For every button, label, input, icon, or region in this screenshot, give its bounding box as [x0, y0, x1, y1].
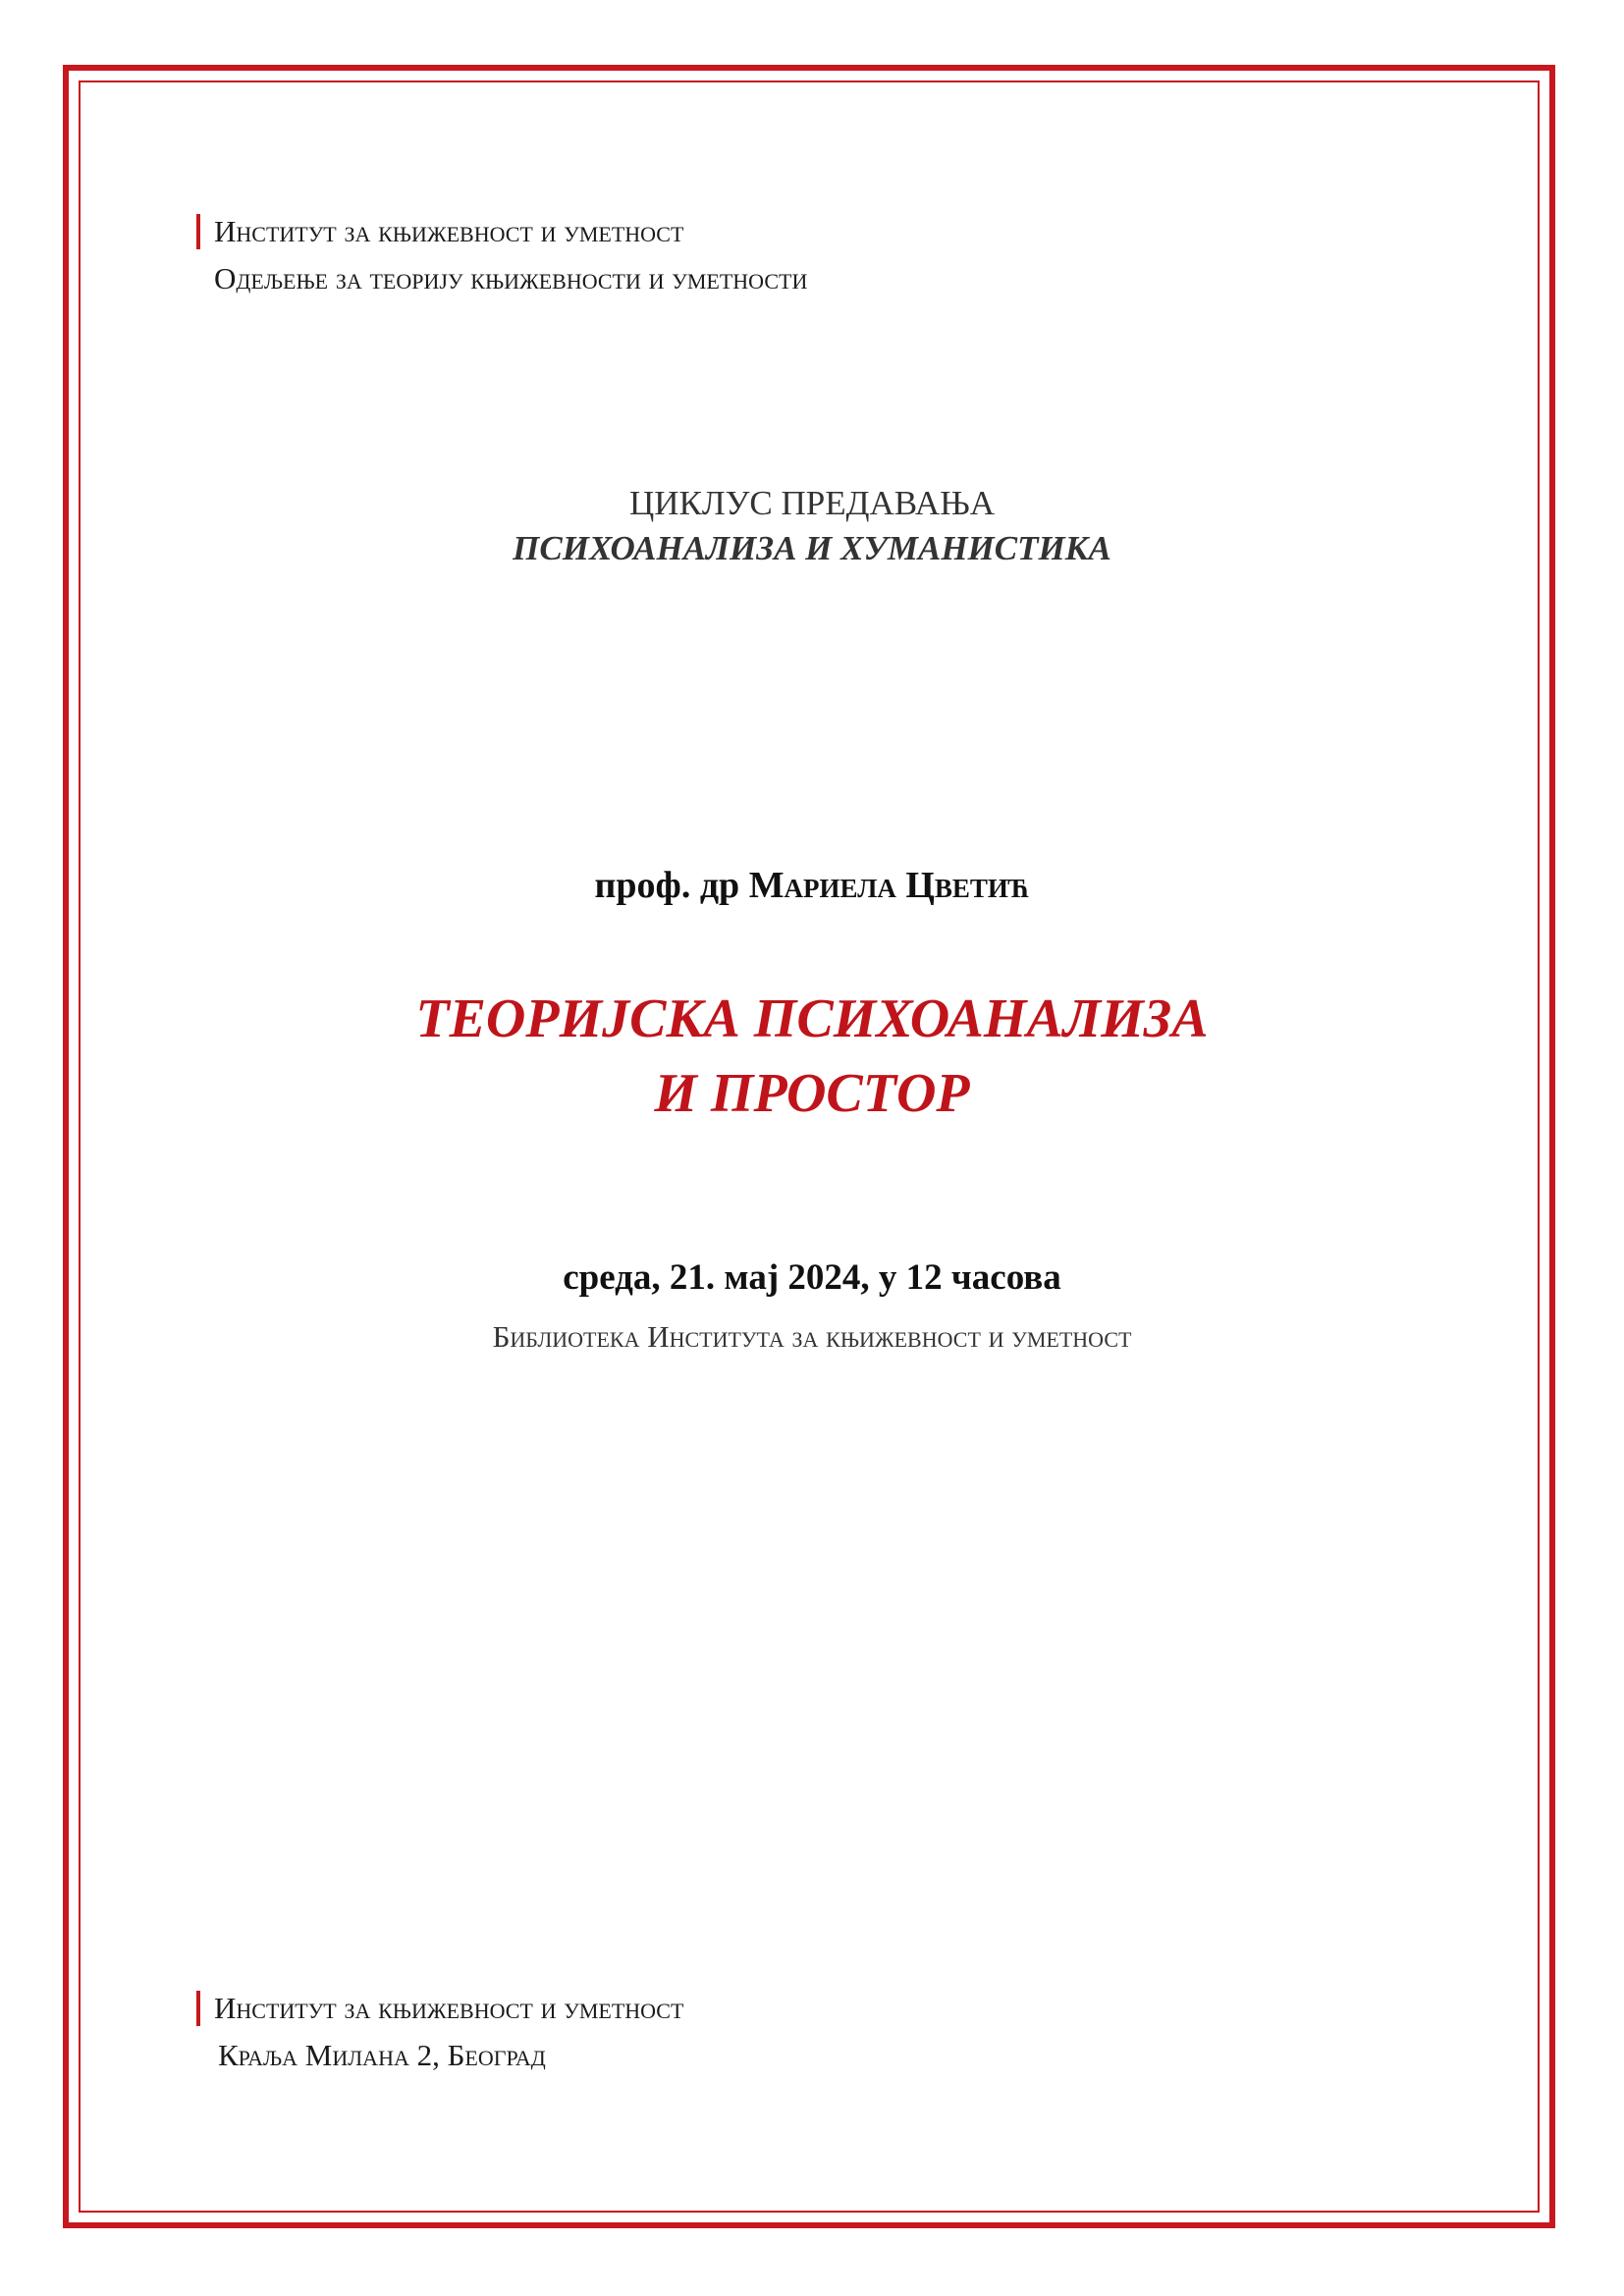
lecture-title-line-2: И ПРОСТОР: [654, 1063, 970, 1124]
footer-address: Краља Милана 2, Београд: [218, 2038, 546, 2072]
lecturer-name: Мариела Цветић: [748, 865, 1030, 906]
event-datetime: среда, 21. мај 2024, у 12 часова: [563, 1257, 1061, 1298]
footer-institute-block: [196, 1985, 683, 2079]
lecturer: [0, 860, 1624, 911]
lecture-cycle-label: ЦИКЛУС ПРЕДАВАЊА: [629, 484, 995, 522]
lecture-cycle-name: ПСИХОАНАЛИЗА И ХУМАНИСТИКА: [513, 529, 1111, 567]
footer-address-line: [196, 2032, 683, 2079]
event-venue: Библиотека Института за књижевност и уметност: [492, 1319, 1132, 1354]
header-department-line: [196, 255, 807, 302]
footer-institute-name: Институт за књижевност и уметност: [214, 1991, 684, 2025]
lecture-title: [0, 982, 1624, 1131]
lecturer-title: проф. др: [594, 865, 749, 906]
page-border-inner: [79, 80, 1540, 2213]
header-institute-line: [196, 208, 807, 255]
header-institute-name: Институт за књижевност и уметност: [214, 214, 684, 248]
accent-bar: [196, 214, 200, 249]
lecture-title-line-1: ТЕОРИЈСКА ПСИХОАНАЛИЗА: [415, 988, 1209, 1049]
footer-institute-line: [196, 1985, 683, 2032]
header-institute-block: [196, 208, 807, 302]
accent-bar: [196, 1991, 200, 2026]
header-department-name: Одељење за теорију књижевности и уметности: [214, 261, 808, 295]
